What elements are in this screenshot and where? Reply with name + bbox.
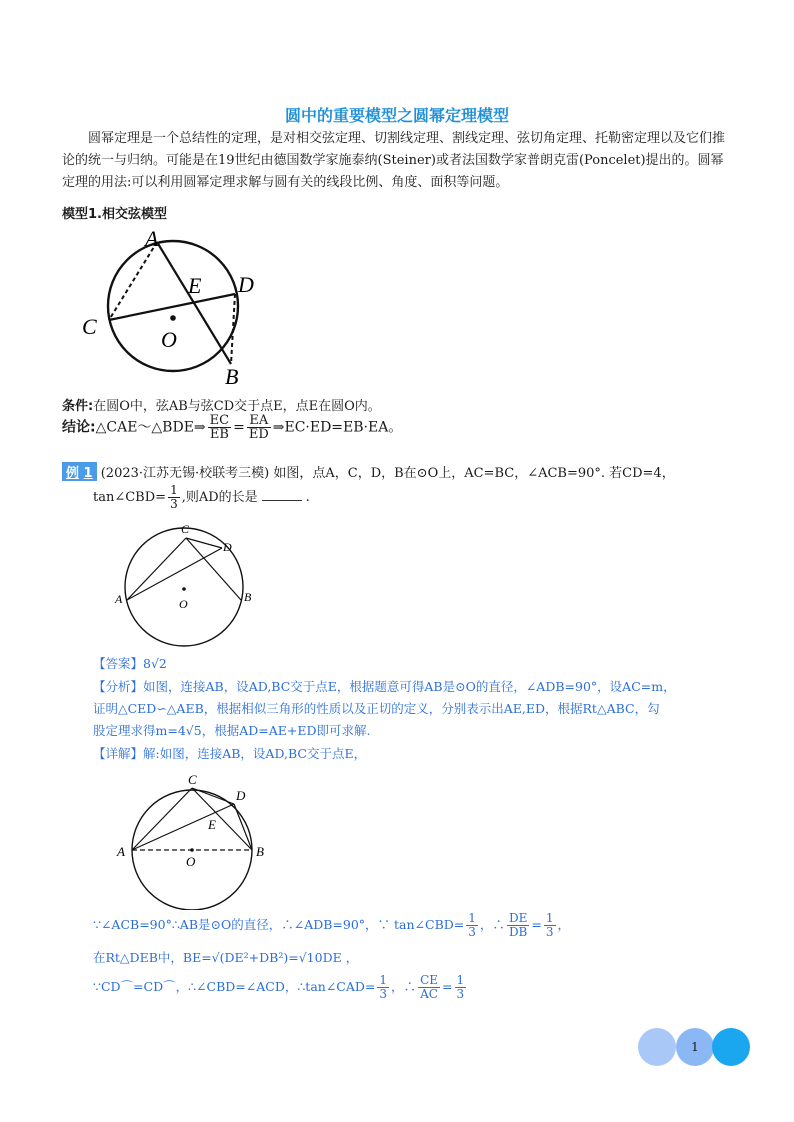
fig3-label-o: O xyxy=(186,854,196,869)
analysis-line-3: 股定理求得m=4√5，根据AD=AE+ED即可求解. xyxy=(93,723,371,738)
example-question: (2023·江苏无锡·校联考三模) 如图，点A，C，D，B在⊙O上，AC=BC，∠ACB=90°. 若CD=4， xyxy=(100,466,675,481)
example-line-2: tan∠CBD= $\frac{1}{3}$ ,则AD的长是 . xyxy=(93,483,310,511)
fig3-label-d: D xyxy=(236,788,246,803)
page-number-badge xyxy=(676,1028,714,1066)
condition-label: 条件: xyxy=(62,399,94,414)
fig2-label-d: D xyxy=(223,540,232,554)
figure-solution xyxy=(110,768,280,910)
figure-example xyxy=(110,518,270,650)
model-heading: 模型1.相交弦模型 xyxy=(62,207,167,222)
conclusion-equals: = xyxy=(233,419,245,436)
page-dot-right xyxy=(712,1028,750,1066)
solution-line-1: ∵∠ACB=90°∴AB是⊙O的直径，∴∠ADB=90°，∵ tan∠CBD= $\frac{1}{3}$ ，∴ $\frac{DE}{DB}$ = $\frac{1}{3}$ ， xyxy=(93,911,571,939)
fig2-label-c: C xyxy=(181,522,190,536)
fig2-label-a: A xyxy=(115,592,123,606)
condition-text: 在圆O中，弦AB与弦CD交于点E，点E在圆O内。 xyxy=(93,399,381,414)
conclusion-label: 结论: xyxy=(62,419,96,436)
page-title: 圆中的重要模型之圆幂定理模型 xyxy=(284,106,509,125)
sol3-fraction-1: $\frac{1}{3}$ xyxy=(379,973,388,1001)
fig3-label-b: B xyxy=(256,844,264,859)
answer-blank xyxy=(262,500,302,501)
fig1-label-o: O xyxy=(161,327,177,352)
analysis-line-1: 【分析】如图，连接AB，设AD,BC交于点E，根据题意可得AB是⊙O的直径，∠ADB=90°，设AC=m， xyxy=(93,679,676,694)
example-ask: ,则AD的长是 xyxy=(181,490,258,505)
sol3-fraction-3: $\frac{1}{3}$ xyxy=(456,973,465,1001)
answer-label: 【答案】 xyxy=(93,656,144,671)
conclusion-fraction-2: $\frac{EA}{ED}$ xyxy=(248,413,269,442)
conclusion-fraction-1: $\frac{EC}{EB}$ xyxy=(209,413,230,442)
fig1-label-b: B xyxy=(225,364,239,384)
page-number: 1 xyxy=(691,1040,699,1054)
example-fraction: $\frac{1}{3}$ xyxy=(170,483,178,511)
fig2-label-o: O xyxy=(179,597,188,611)
conclusion-line xyxy=(62,414,402,441)
intro-paragraph: 圆幂定理是一个总结性的定理，是对相交弦定理、切割线定理、割线定理、弦切角定理、托勒密定理以及它们推论的统一与归纳。可能是在19世纪由德国数学家施泰纳(Steiner)或者法国数学家普朗克雷(Poncelet)提出的。圆幂定理的用法:可以利用圆幂定理求解与圆有关的线段比例、角度、面积等问题。 xyxy=(62,131,726,190)
fig3-label-a: A xyxy=(117,844,125,859)
detail-line: 【详解】解:如图，连接AB，设AD,BC交于点E， xyxy=(93,746,367,761)
condition-line xyxy=(62,395,381,414)
fig1-label-c: C xyxy=(82,314,97,339)
fig1-label-d: D xyxy=(238,272,254,297)
sol3-fraction-2: $\frac{CE}{AC}$ xyxy=(420,973,439,1001)
conclusion-pre: △CAE～△BDE⇒ xyxy=(95,419,206,436)
analysis-line-2: 证明△CED∽△AEB，根据相似三角形的性质以及正切的定义，分别表示出AE,ED，根据Rt△ABC，勾 xyxy=(93,701,660,716)
example-badge: 例 1 xyxy=(62,462,97,481)
sol1-fraction-3: $\frac{1}{3}$ xyxy=(545,911,554,939)
sol1-fraction-2: $\frac{DE}{DB}$ xyxy=(508,911,528,939)
page-dot-left xyxy=(638,1028,676,1066)
figure-intersecting-chords xyxy=(75,222,275,384)
solution-line-3: ∵CD⌒=CD⌒，∴∠CBD=∠ACD，∴tan∠CAD= $\frac{1}{3}$ ，∴ $\frac{CE}{AC}$ = $\frac{1}{3}$ xyxy=(93,973,465,1001)
answer-line xyxy=(93,654,167,672)
fig1-label-e: E xyxy=(188,273,202,298)
fig2-label-b: B xyxy=(244,590,252,604)
fig1-label-a: A xyxy=(145,226,159,251)
example-line-1 xyxy=(62,462,675,481)
sol1-fraction-1: $\frac{1}{3}$ xyxy=(468,911,476,939)
fig3-label-c: C xyxy=(188,772,197,787)
answer-value: 8√2 xyxy=(143,656,167,671)
fig3-label-e: E xyxy=(208,817,216,832)
solution-line-2: 在Rt△DEB中，BE=√(DE²+DB²)=√10DE ， xyxy=(93,950,359,965)
example-tan: tan∠CBD= xyxy=(93,490,167,505)
conclusion-post: ⇒EC·ED=EB·EA。 xyxy=(272,419,403,436)
